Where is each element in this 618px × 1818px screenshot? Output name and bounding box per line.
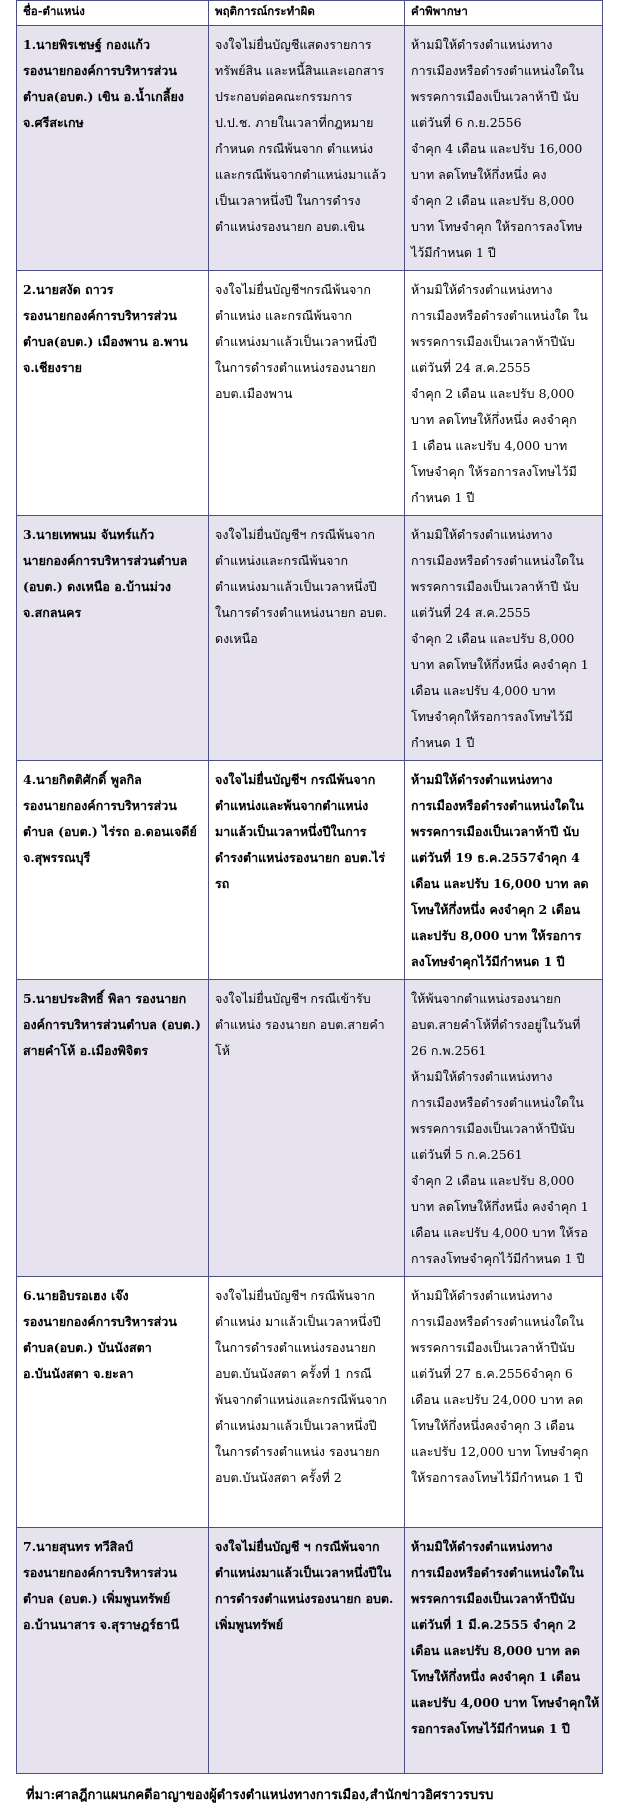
text-line: ห้ามมิให้ดำรงตำแหน่งทาง xyxy=(411,1288,553,1303)
text-line: ตำแหน่ง รองนายก อบต.สายคำ xyxy=(215,1017,385,1032)
text-line: จำคุก 2 เดือน และปรับ 8,000 xyxy=(411,1173,575,1188)
text-line: จ.สุพรรณบุรี xyxy=(23,850,91,865)
text-line: บาท ลดโทษให้กึ่งหนึ่ง คงจำคุก 1 xyxy=(411,657,589,672)
text-line: ประกอบต่อคณะกรรมการ xyxy=(215,89,353,104)
text-line: ห้ามมิให้ดำรงตำแหน่งทาง xyxy=(411,1539,553,1554)
cell-verdict xyxy=(405,980,603,1277)
text-line: บาท โทษจำคุก ให้รอการลงโทษ xyxy=(411,219,583,234)
text-line: ตำแหน่ง และกรณีพ้นจาก xyxy=(215,308,353,323)
text-line: แต่วันที่ 24 ส.ค.2555 xyxy=(411,360,531,375)
text-line: บาท ลดโทษให้กึ่งหนึ่ง คง xyxy=(411,167,547,182)
text-line: ตำบล (อบต.) เพิ่มพูนทรัพย์ xyxy=(23,1591,171,1606)
text-line: อ.บันนังสตา จ.ยะลา xyxy=(23,1366,134,1381)
cell-verdict xyxy=(405,1528,603,1774)
text-line: ในการดำรงตำแหน่งรองนายก xyxy=(215,360,376,375)
header-offense: พฤติการณ์กระทำผิด xyxy=(209,1,405,26)
header-verdict: คำพิพากษา xyxy=(405,1,603,26)
text-line: เป็นเวลาหนึ่งปี ในการดำรง xyxy=(215,193,361,208)
text-line: แต่วันที่ 27 ธ.ค.2556จำคุก 6 xyxy=(411,1366,573,1381)
text-line: จงใจไม่ยื่นบัญชีฯกรณีพ้นจาก xyxy=(215,282,371,297)
text-line: ดำรงตำแหน่งรองนายก อบต.ไร่ xyxy=(215,850,386,865)
text-line: กำหนด 1 ปี xyxy=(411,490,475,505)
table-row xyxy=(17,980,603,1277)
text-line: ห้ามมิให้ดำรงตำแหน่งทาง xyxy=(411,37,553,52)
cell-offense xyxy=(209,516,405,761)
text-line: แต่วันที่ 19 ธ.ค.2557จำคุก 4 xyxy=(411,850,580,865)
text-line: จ.เชียงราย xyxy=(23,360,82,375)
cell-verdict xyxy=(405,271,603,516)
text-line: ห้ามมิให้ดำรงตำแหน่งทาง xyxy=(411,527,553,542)
cell-offense xyxy=(209,271,405,516)
text-line: การเมืองหรือดำรงตำแหน่งใดใน xyxy=(411,1095,584,1110)
cell-name xyxy=(17,761,209,980)
text-line: การเมืองหรือดำรงตำแหน่งใดใน xyxy=(411,63,584,78)
text-line: และกรณีพ้นจากตำแหน่งมาแล้ว xyxy=(215,167,387,182)
text-line: พรรคการเมืองเป็นเวลาห้าปี นับ xyxy=(411,89,579,104)
text-line: โทษจำคุก ให้รอการลงโทษไว้มี xyxy=(411,464,577,479)
text-line: จำคุก 2 เดือน และปรับ 8,000 xyxy=(411,631,575,646)
cell-verdict xyxy=(405,761,603,980)
text-line: ในการดำรงตำแหน่งนายก อบต. xyxy=(215,605,387,620)
text-line: ไว้มีกำหนด 1 ปี xyxy=(411,245,496,260)
text-line: ตำแหน่งมาแล้วเป็นเวลาหนึ่งปีใน xyxy=(215,1565,392,1580)
text-line: พรรคการเมืองเป็นเวลาห้าปี นับ xyxy=(411,824,580,839)
text-line: อบต.บันนังสตา ครั้งที่ 1 กรณี xyxy=(215,1366,372,1381)
cell-offense xyxy=(209,1528,405,1774)
text-line: ในการดำรงตำแหน่ง รองนายก xyxy=(215,1444,380,1459)
text-line: เดือน และปรับ 4,000 บาท ให้รอ xyxy=(411,1225,588,1240)
text-line: 5.นายประสิทธิ์ พิลา รองนายก xyxy=(23,991,187,1006)
text-line: โทษจำคุกให้รอการลงโทษไว้มี xyxy=(411,709,573,724)
text-line: ลงโทษจำคุกไว้มีกำหนด 1 ปี xyxy=(411,954,565,969)
text-line: บาท ลดโทษให้กึ่งหนึ่ง คงจำคุก xyxy=(411,412,577,427)
text-line: อบต.สายคำโห้ที่ดำรงอยู่ในวันที่ xyxy=(411,1017,581,1032)
text-line: รองนายกองค์การบริหารส่วน xyxy=(23,308,177,323)
text-line: ให้รอการลงโทษไว้มีกำหนด 1 ปี xyxy=(411,1470,583,1485)
text-line: ตำบล(อบต.) บันนังสตา xyxy=(23,1340,152,1355)
text-line: โทษให้กึ่งหนึ่งคงจำคุก 3 เดือน xyxy=(411,1418,575,1433)
source-note: ที่มา:ศาลฎีกาแผนกคดีอาญาของผู้ดำรงตำแหน่งทางการเมือง,สำนักข่าวอิศราวรบรบ xyxy=(26,1788,494,1803)
text-line: และปรับ 12,000 บาท โทษจำคุก xyxy=(411,1444,589,1459)
cell-verdict xyxy=(405,1277,603,1528)
text-line: ตำแหน่งมาแล้วเป็นเวลาหนึ่งปี xyxy=(215,579,377,594)
text-line: อ.บ้านนาสาร จ.สุราษฎร์ธานี xyxy=(23,1617,180,1632)
cell-verdict xyxy=(405,516,603,761)
text-line: อบต.เมืองพาน xyxy=(215,386,293,401)
text-line: ในการดำรงตำแหน่งรองนายก xyxy=(215,1340,376,1355)
text-line: 7.นายสุนทร ทวีสิลป์ xyxy=(23,1539,133,1554)
text-line: จงใจไม่ยื่นบัญชีฯ กรณีเข้ารับ xyxy=(215,991,371,1006)
text-line: ห้ามมิให้ดำรงตำแหน่งทาง xyxy=(411,282,553,297)
text-line: ป.ป.ช. ภายในเวลาที่กฎหมาย xyxy=(215,115,374,130)
cell-offense xyxy=(209,980,405,1277)
text-line: อบต.บันนังสตา ครั้งที่ 2 xyxy=(215,1470,342,1485)
table-row xyxy=(17,1528,603,1774)
text-line: ตำแหน่งรองนายก อบต.เขิน xyxy=(215,219,365,234)
text-line: เดือน และปรับ 8,000 บาท ลด xyxy=(411,1643,580,1658)
text-line: ตำแหน่ง มาแล้วเป็นเวลาหนึ่งปี xyxy=(215,1314,381,1329)
text-line: พ้นจากตำแหน่งและกรณีพ้นจาก xyxy=(215,1392,387,1407)
text-line: และปรับ 8,000 บาท ให้รอการ xyxy=(411,928,582,943)
text-line: แต่วันที่ 5 ก.ค.2561 xyxy=(411,1147,523,1162)
text-line: พรรคการเมืองเป็นเวลาห้าปีนับ xyxy=(411,1340,575,1355)
text-line: ตำบล (อบต.) ไร่รถ อ.ดอนเจดีย์ xyxy=(23,824,197,839)
text-line: องค์การบริหารส่วนตำบล (อบต.) xyxy=(23,1017,201,1032)
text-line: 3.นายเทพนม จันทร์แก้ว xyxy=(23,527,155,542)
text-line: จงใจไม่ยื่นบัญชีฯ กรณีพ้นจาก xyxy=(215,527,375,542)
header-name: ชื่อ-ตำแหน่ง xyxy=(17,1,209,26)
text-line: การลงโทษจำคุกไว้มีกำหนด 1 ปี xyxy=(411,1251,585,1266)
text-line: การดำรงตำแหน่งรองนายก อบต. xyxy=(215,1591,394,1606)
text-line: และปรับ 4,000 บาท โทษจำคุกให้ xyxy=(411,1695,600,1710)
text-line: การเมืองหรือดำรงตำแหน่งใดใน xyxy=(411,1314,584,1329)
text-line: จงใจไม่ยื่นบัญชี ฯ กรณีพ้นจาก xyxy=(215,1539,380,1554)
text-line: ตำแหน่งและพ้นจากตำแหน่ง xyxy=(215,798,369,813)
text-line: แต่วันที่ 6 ก.ย.2556 xyxy=(411,115,522,130)
cell-offense xyxy=(209,26,405,271)
text-line: ตำแหน่งมาแล้วเป็นเวลาหนึ่งปี xyxy=(215,334,377,349)
text-line: ตำแหน่งและกรณีพ้นจาก xyxy=(215,553,349,568)
cell-offense xyxy=(209,761,405,980)
text-line: 6.นายอิบรอเฮง เจ๊ง xyxy=(23,1288,129,1303)
text-line: แต่วันที่ 1 มี.ค.2555 จำคุก 2 xyxy=(411,1617,577,1632)
text-line: นายกองค์การบริหารส่วนตำบล xyxy=(23,553,188,568)
text-line: รองนายกองค์การบริหารส่วน xyxy=(23,798,177,813)
text-line: จำคุก 2 เดือน และปรับ 8,000 xyxy=(411,386,575,401)
text-line: 26 ก.พ.2561 xyxy=(411,1043,487,1058)
text-line: ตำบล(อบต.) เมืองพาน อ.พาน xyxy=(23,334,188,349)
text-line: พรรคการเมืองเป็นเวลาห้าปีนับ xyxy=(411,334,575,349)
text-line: รองนายกองค์การบริหารส่วน xyxy=(23,1314,177,1329)
text-line: พรรคการเมืองเป็นเวลาห้าปี นับ xyxy=(411,579,579,594)
text-line: ห้ามมิให้ดำรงตำแหน่งทาง xyxy=(411,1069,553,1084)
cell-offense xyxy=(209,1277,405,1528)
cell-name xyxy=(17,1277,209,1528)
text-line: (อบต.) ดงเหนือ อ.บ้านม่วง xyxy=(23,579,171,594)
text-line: เดือน และปรับ 16,000 บาท ลด xyxy=(411,876,589,891)
text-line: รถ xyxy=(215,876,230,891)
text-line: 1 เดือน และปรับ 4,000 บาท xyxy=(411,438,568,453)
text-line: ตำบล(อบต.) เขิน อ.น้ำเกลี้ยง xyxy=(23,89,184,104)
text-line: โทษให้กึ่งหนึ่ง คงจำคุก 1 เดือน xyxy=(411,1669,581,1684)
text-line: การเมืองหรือดำรงตำแหน่งใดใน xyxy=(411,553,584,568)
text-line: พรรคการเมืองเป็นเวลาห้าปีนับ xyxy=(411,1591,575,1606)
text-line: ตำแหน่งมาแล้วเป็นเวลาหนึ่งปี xyxy=(215,1418,377,1433)
text-line: ให้พ้นจากตำแหน่งรองนายก xyxy=(411,991,561,1006)
text-line: 2.นายสงัด ถาวร xyxy=(23,282,114,297)
text-line: พรรคการเมืองเป็นเวลาห้าปีนับ xyxy=(411,1121,575,1136)
table-row xyxy=(17,26,603,271)
text-line: เพิ่มพูนทรัพย์ xyxy=(215,1617,284,1632)
text-line: รองนายกองค์การบริหารส่วน xyxy=(23,63,177,78)
header-row xyxy=(17,1,603,26)
text-line: กำหนด กรณีพ้นจาก ตำแหน่ง xyxy=(215,141,374,156)
text-line: โทษให้กึ่งหนึ่ง คงจำคุก 2 เดือน xyxy=(411,902,581,917)
table-row xyxy=(17,271,603,516)
cell-name xyxy=(17,980,209,1277)
text-line: จำคุก 2 เดือน และปรับ 8,000 xyxy=(411,193,575,208)
cell-name xyxy=(17,516,209,761)
text-line: ทรัพย์สิน และหนี้สินและเอกสาร xyxy=(215,63,385,78)
text-line: เดือน และปรับ 24,000 บาท ลด xyxy=(411,1392,584,1407)
text-line: ดงเหนือ xyxy=(215,631,258,646)
text-line: การเมืองหรือดำรงตำแหน่งใด ใน xyxy=(411,308,588,323)
text-line: รอการลงโทษไว้มีกำหนด 1 ปี xyxy=(411,1721,570,1736)
text-line: โห้ xyxy=(215,1043,230,1058)
text-line: มาแล้วเป็นเวลาหนึ่งปีในการ xyxy=(215,824,367,839)
table-row xyxy=(17,761,603,980)
text-line: รองนายกองค์การบริหารส่วน xyxy=(23,1565,177,1580)
text-line: จงใจไม่ยื่นบัญชีแสดงรายการ xyxy=(215,37,372,52)
text-line: บาท ลดโทษให้กึ่งหนึ่ง คงจำคุก 1 xyxy=(411,1199,589,1214)
text-line: ห้ามมิให้ดำรงตำแหน่งทาง xyxy=(411,772,553,787)
text-line: จ.สกลนคร xyxy=(23,605,82,620)
text-line: การเมืองหรือดำรงตำแหน่งใดใน xyxy=(411,1565,584,1580)
text-line: จงใจไม่ยื่นบัญชีฯ กรณีพ้นจาก xyxy=(215,772,376,787)
cell-name xyxy=(17,1528,209,1774)
text-line: สายคำโห้ อ.เมืองพิจิตร xyxy=(23,1043,149,1058)
table-row xyxy=(17,516,603,761)
text-line: กำหนด 1 ปี xyxy=(411,735,475,750)
text-line: การเมืองหรือดำรงตำแหน่งใดใน xyxy=(411,798,584,813)
cell-name xyxy=(17,26,209,271)
verdict-table xyxy=(16,0,603,1774)
text-line: จ.ศรีสะเกษ xyxy=(23,115,84,130)
text-line: เดือน และปรับ 4,000 บาท xyxy=(411,683,556,698)
text-line: แต่วันที่ 24 ส.ค.2555 xyxy=(411,605,531,620)
text-line: จงใจไม่ยื่นบัญชีฯ กรณีพ้นจาก xyxy=(215,1288,375,1303)
cell-verdict xyxy=(405,26,603,271)
text-line: จำคุก 4 เดือน และปรับ 16,000 xyxy=(411,141,583,156)
table-row xyxy=(17,1277,603,1528)
text-line: 1.นายพิรเชษฐ์ กองแก้ว xyxy=(23,37,150,52)
text-line: 4.นายกิตติศักดิ์ พูลกิล xyxy=(23,772,142,787)
cell-name xyxy=(17,271,209,516)
